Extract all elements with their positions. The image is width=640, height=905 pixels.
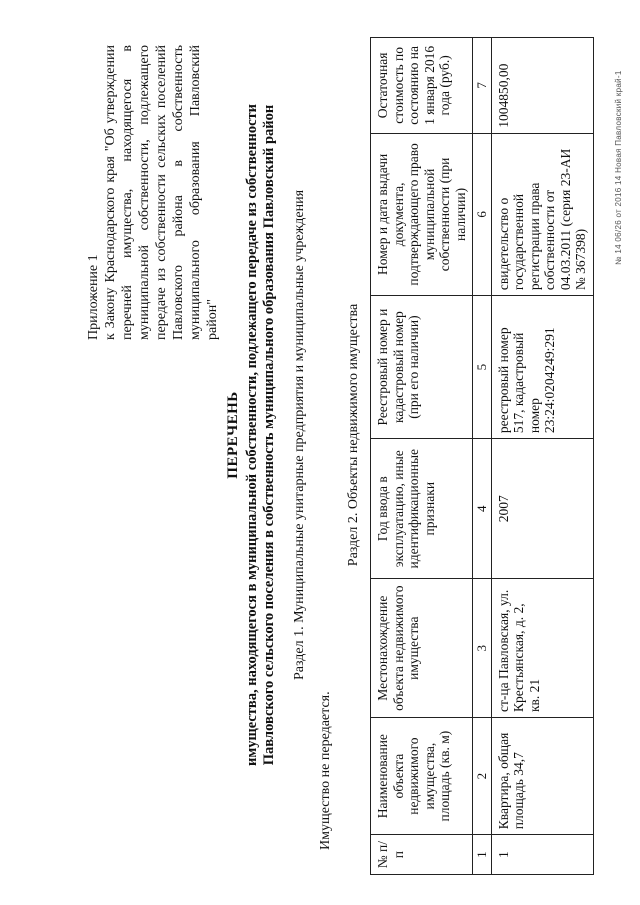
appendix-heading: Приложение 1 [86,254,101,340]
title-line-2: Павловского сельского поселения в собственность муниципального образования Павловский район [261,104,277,766]
column-number: 7 [473,38,492,134]
assets-table [370,37,594,875]
cell-location: ст-ца Павловская, ул. Крестьянская, д. 2, кв. 21 [491,579,593,718]
column-number: 6 [473,133,492,295]
cell-registry: реестровый номер 517, кадастровый номер 23:24:0204249:291 [491,296,593,439]
cell-year: 2007 [491,439,593,579]
cell-document: свидетельство о государственной регистрации права собственности от 04.03.2011 (серия 23-АИ № 367398) [491,133,593,295]
appendix-block [85,45,221,340]
appendix-text: к Закону Краснодарского края "Об утверждении перечней имущества, находящегося в муниципальной собственности, подлежащего передаче из собственности сельских поселений Павловского района в собственность муниципального образования Павловский район" [103,45,220,340]
section-2-heading: Раздел 2. Объекты недвижимого имущества [346,303,361,567]
header-name: Наименование объекта недвижимого имущества, площадь (кв. м) [371,718,473,835]
cell-value: 1004850,00 [491,38,593,134]
column-number: 5 [473,296,492,439]
cell-name: Квартира, общая площадь 34,7 [491,718,593,835]
document-title [225,85,278,785]
title-main: ПЕРЕЧЕНЬ [225,391,241,479]
column-number: 3 [473,579,492,718]
table-header-row [371,38,473,875]
column-number: 1 [473,835,492,875]
header-document: Номер и дата выдачи документа, подтверждающего право муниципальной собственности (при наличии) [371,133,473,295]
column-number: 2 [473,718,492,835]
table-row [491,38,593,875]
header-value: Остаточная стоимость по состоянию на 1 января 2016 года (руб.) [371,38,473,134]
title-line-1: имущества, находящегося в муниципальной собственности, подлежащего передаче из собственности [244,104,260,767]
column-number: 4 [473,439,492,579]
header-location: Местонахождение объекта недвижимого имущества [371,579,473,718]
header-year: Год ввода в эксплуатацию, иные идентификационные признаки [371,439,473,579]
section-1-note: Имущество не передается. [318,691,333,850]
section-1-heading: Раздел 1. Муниципальные унитарные предприятия и муниципальные учреждения [292,189,307,681]
footer-stamp: № 14 06/26 от 2016 14 Новая Павловский край-1 [614,70,623,265]
cell-no: 1 [491,835,593,875]
table-column-number-row [473,38,492,875]
header-registry: Реестровый номер и кадастровый номер (при его наличии) [371,296,473,439]
header-no: № п/п [371,835,473,875]
